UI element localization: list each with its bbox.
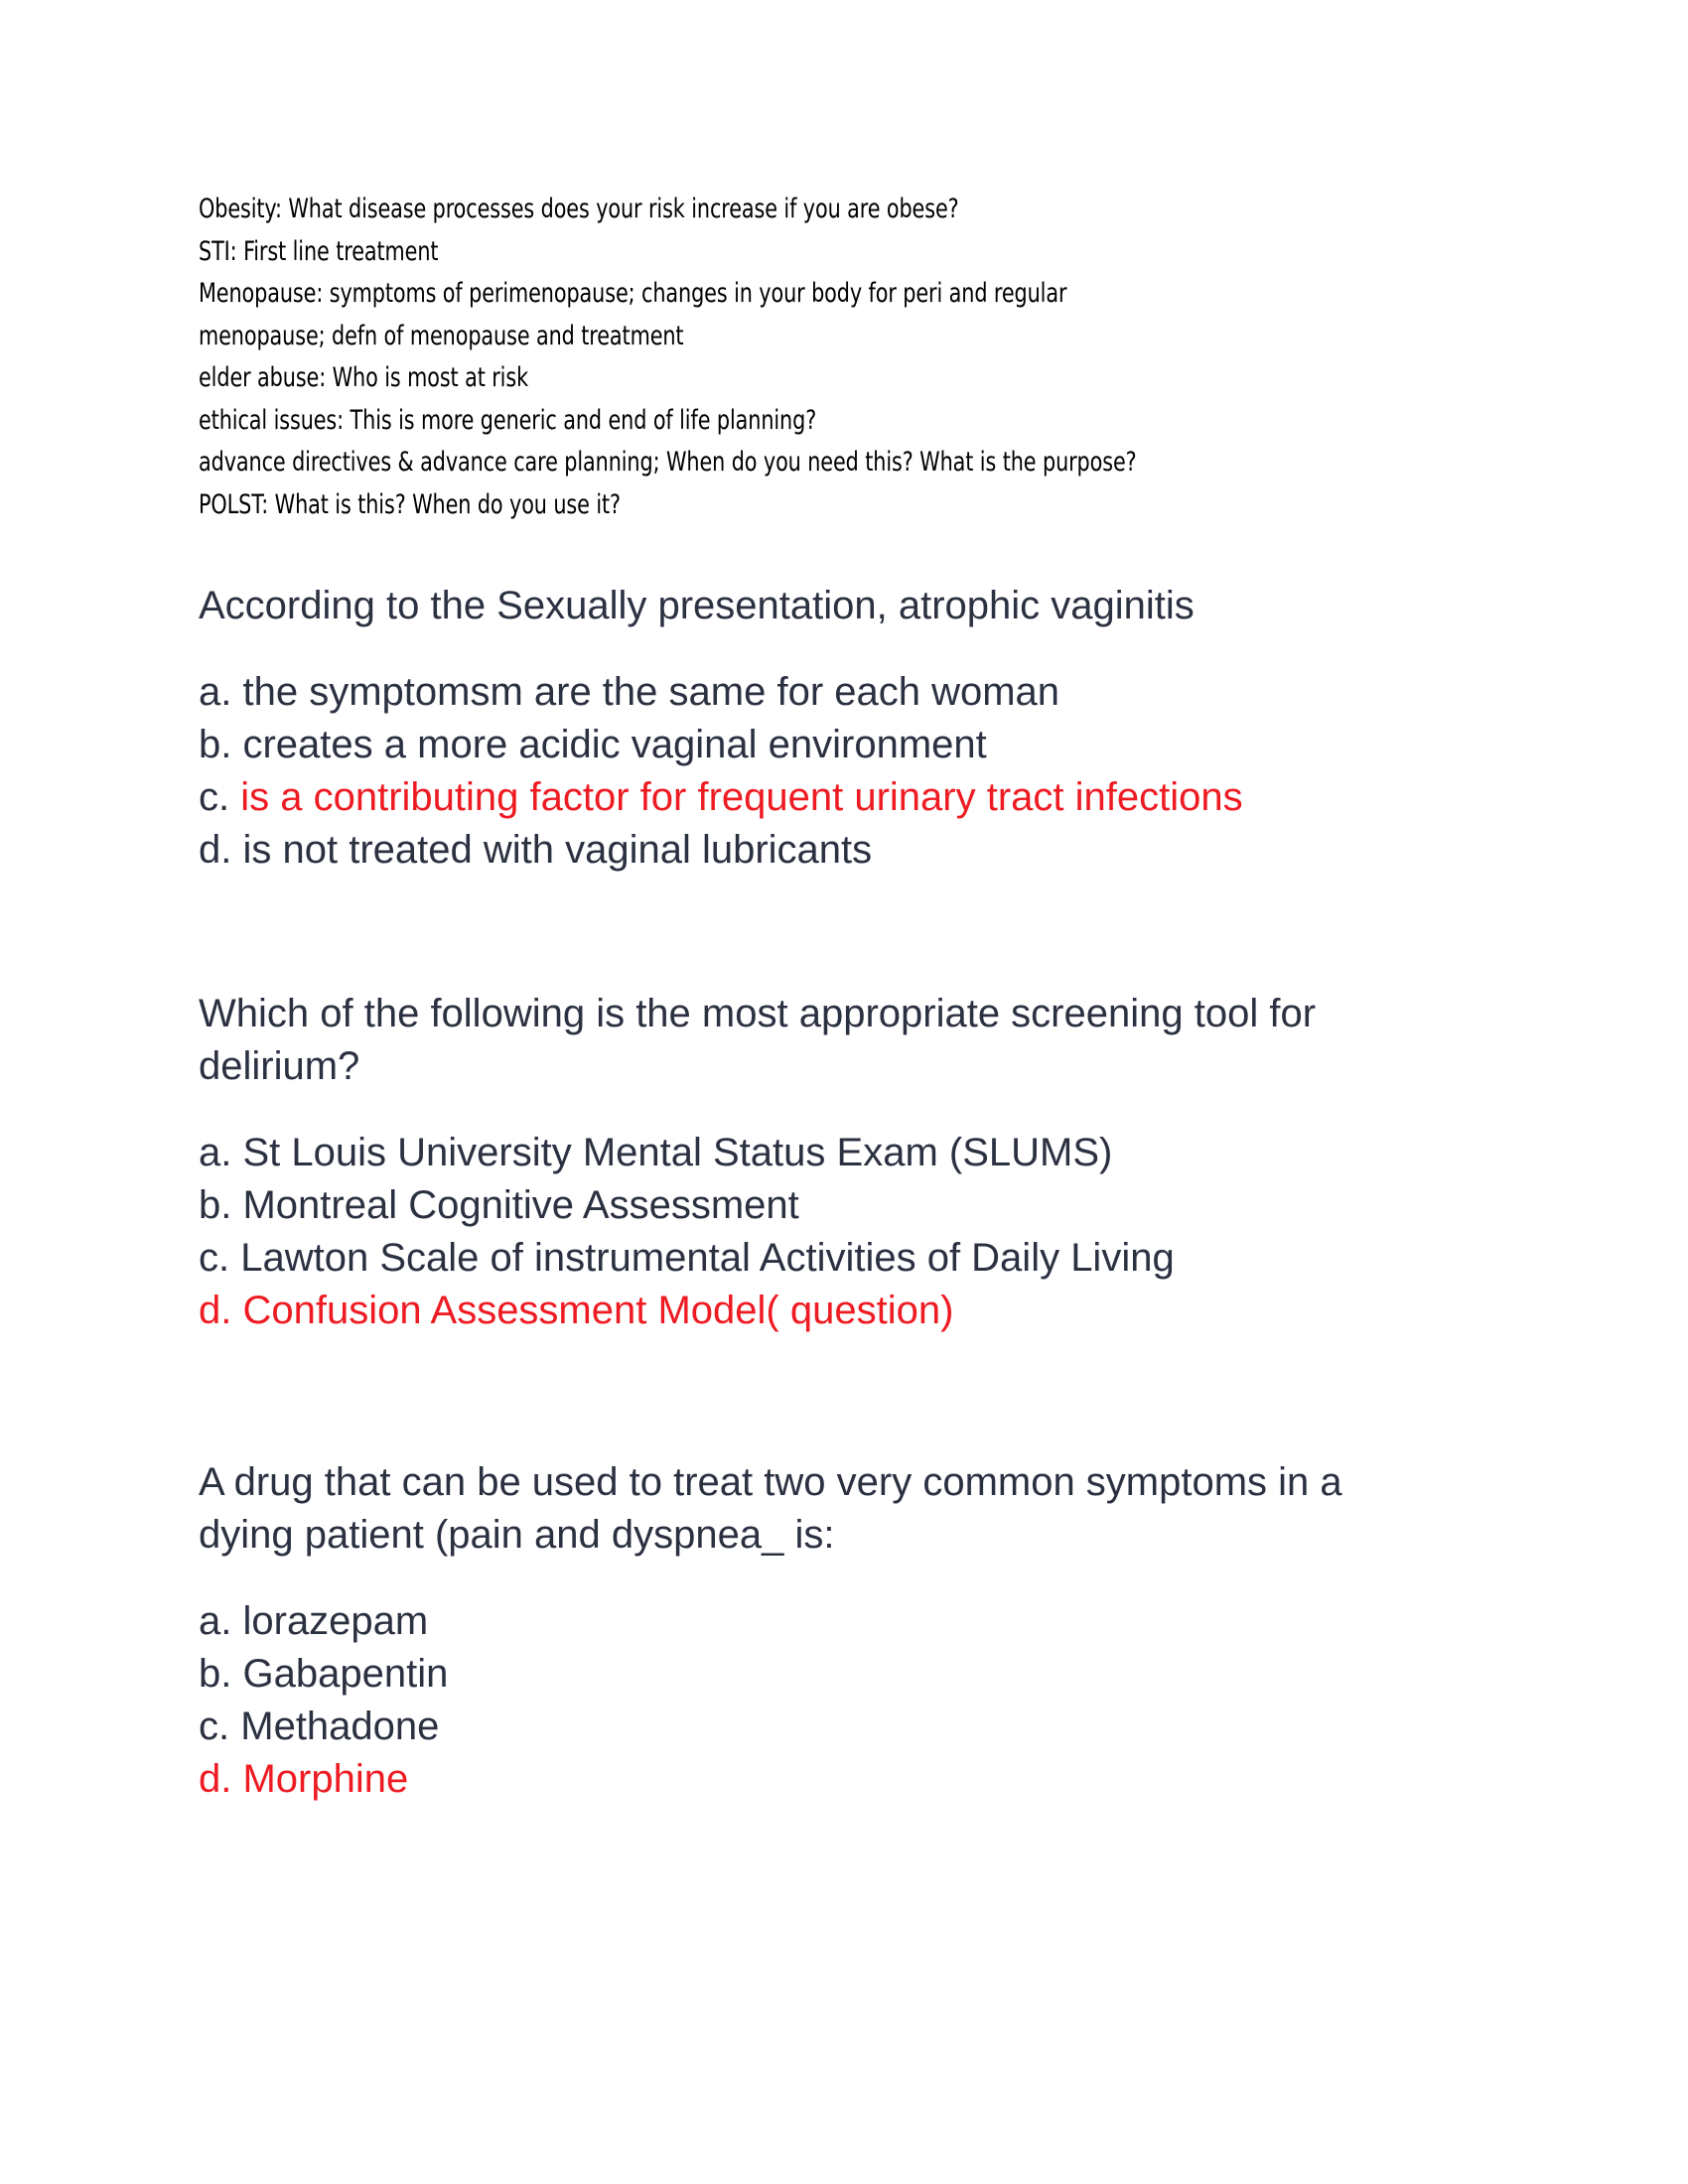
note-line: menopause; defn of menopause and treatment: [199, 320, 684, 351]
answer-option-list: [199, 1127, 1489, 1337]
note-line: POLST: What is this? When do you use it?: [199, 488, 621, 520]
question-block-2: [199, 988, 1489, 1337]
answer-option-letter: d.: [199, 1757, 232, 1801]
answer-option-list: [199, 666, 1489, 877]
note-line: Menopause: symptoms of perimenopause; changes in your body for peri and regular: [199, 278, 1067, 309]
answer-option-letter: d.: [199, 828, 232, 872]
answer-option-letter: d.: [199, 1289, 232, 1332]
answer-option[interactable]: [199, 1179, 1489, 1232]
spacer: [199, 877, 1489, 988]
answer-option-letter: a.: [199, 670, 232, 714]
note-line: Obesity: What disease processes does your risk increase if you are obese?: [199, 194, 959, 224]
spacer: [199, 1093, 1489, 1127]
answer-option-letter: c.: [199, 775, 230, 819]
answer-option-letter: b.: [199, 1652, 232, 1696]
study-notes-block: [199, 189, 1322, 526]
answer-option-text: St Louis University Mental Status Exam (SLUMS): [242, 1131, 1113, 1174]
question-block-3: [199, 1456, 1489, 1806]
note-line: STI: First line treatment: [199, 235, 439, 267]
answer-option-text: is a contributing factor for frequent urinary tract infections: [240, 775, 1243, 819]
answer-option-letter: a.: [199, 1599, 232, 1643]
spacer: [199, 632, 1489, 666]
answer-option-letter: b.: [199, 1183, 232, 1227]
spacer: [199, 1337, 1489, 1456]
document-content: [199, 189, 1489, 1806]
answer-option-correct[interactable]: [199, 1285, 1489, 1337]
answer-option-text: Montreal Cognitive Assessment: [242, 1183, 799, 1227]
answer-option-letter: a.: [199, 1131, 232, 1174]
answer-option-text: the symptomsm are the same for each woman: [242, 670, 1060, 714]
answer-option-text: Methadone: [240, 1705, 440, 1748]
answer-option-text: is not treated with vaginal lubricants: [242, 828, 873, 872]
answer-option-text: Morphine: [242, 1757, 409, 1801]
answer-option-text: Confusion Assessment Model( question): [242, 1289, 954, 1332]
answer-option-letter: c.: [199, 1705, 230, 1748]
answer-option[interactable]: [199, 1648, 1489, 1701]
question-stem: A drug that can be used to treat two very common symptoms in a dying patient (pain and dyspnea_ is:: [199, 1460, 1342, 1557]
answer-option[interactable]: [199, 1595, 1489, 1648]
answer-option-text: Gabapentin: [242, 1652, 449, 1696]
question-stem: According to the Sexually presentation, atrophic vaginitis: [199, 584, 1195, 627]
question-block-1: [199, 580, 1489, 877]
spacer: [199, 526, 1489, 580]
answer-option[interactable]: [199, 1232, 1489, 1285]
note-line: advance directives & advance care planning; When do you need this? What is the purpose?: [199, 447, 1137, 478]
answer-option-correct[interactable]: [199, 771, 1489, 824]
question-stem: Which of the following is the most appropriate screening tool for delirium?: [199, 992, 1317, 1088]
answer-option-text: Lawton Scale of instrumental Activities of Daily Living: [240, 1236, 1175, 1280]
spacer: [199, 1562, 1489, 1595]
answer-option[interactable]: [199, 1127, 1489, 1179]
answer-option[interactable]: [199, 824, 1489, 877]
answer-option-text: creates a more acidic vaginal environment: [242, 723, 987, 766]
answer-option-letter: b.: [199, 723, 232, 766]
answer-option[interactable]: [199, 719, 1489, 771]
note-line: elder abuse: Who is most at risk: [199, 362, 529, 393]
answer-option[interactable]: [199, 1701, 1489, 1753]
answer-option-letter: c.: [199, 1236, 230, 1280]
answer-option-text: lorazepam: [242, 1599, 429, 1643]
note-line: ethical issues: This is more generic and end of life planning?: [199, 404, 817, 436]
answer-option[interactable]: [199, 666, 1489, 719]
answer-option-correct[interactable]: [199, 1753, 1489, 1806]
answer-option-list: [199, 1595, 1489, 1806]
